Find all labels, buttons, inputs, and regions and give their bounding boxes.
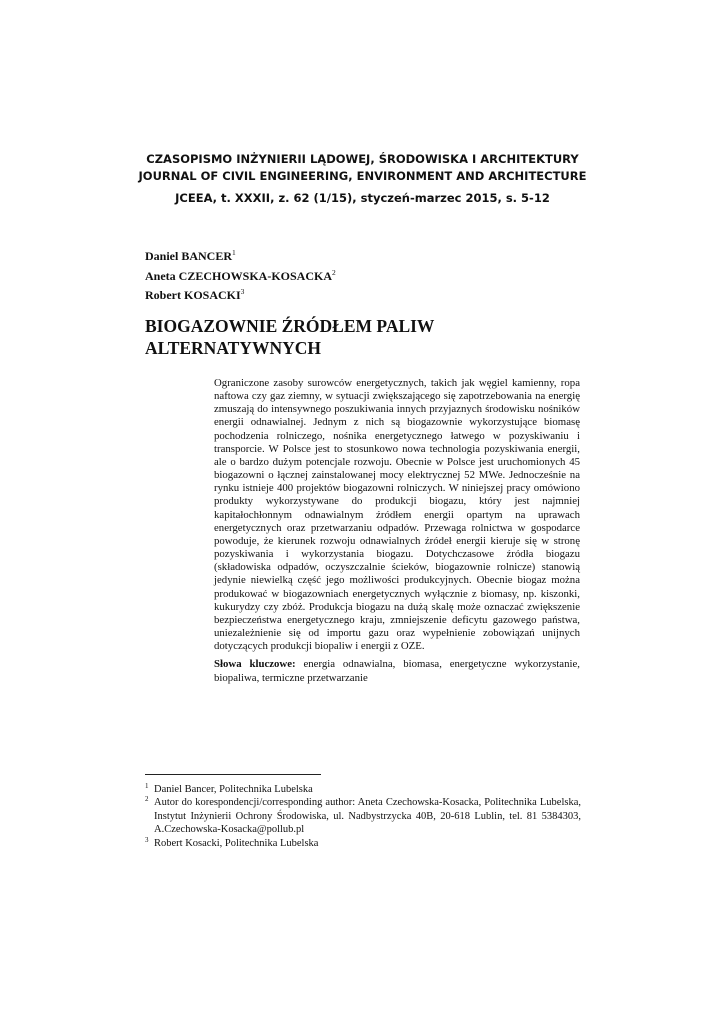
author-footnote-mark: 3 [240, 287, 245, 296]
author-footnote-mark: 1 [232, 248, 236, 257]
journal-citation: JCEEA, t. XXXII, z. 62 (1/15), styczeń-marzec 2015, s. 5-12 [175, 191, 550, 205]
paper-title: BIOGAZOWNIE ŹRÓDŁEM PALIW ALTERNATYWNYCH [145, 316, 435, 358]
footnote: 1 Daniel Bancer, Politechnika Lubelska [145, 782, 313, 795]
footnote-rule [145, 774, 321, 775]
footnotes [145, 783, 581, 850]
abstract: Ograniczone zasoby surowców energetycznych, takich jak węgiel kamienny, ropa naftowa czy gaz ziemny, w sytuacji zwiększającego się zapotrzebowania na energię zmuszają do intensywnego poszukiwania innych przyjaznych środowisku nośników energii odnawialnej. Jednym z nich są biogazownie wykorzystujące biomasę pochodzenia rolniczego, nośnika energetycznego łatwego w pozyskiwaniu i transporcie. W Polsce jest to stosunkowo nowa technologia pozyskiwania energii, ale o bardzo dużym potencjale rozwoju. Obecnie w Polsce jest uruchomionych 45 biogazowni o łącznej zainstalowanej mocy elektrycznej 52 MWe. Jednocześnie na rynku istnieje 400 projektów biogazowni rolniczych. W niniejszej pracy omówiono produkty wykorzystywane do produkcji biogazu, który jest najmniej kapitałochłonnym odnawialnym źródłem energii opartym na uprawach energetycznych oraz przetwarzaniu odpadów. Przewaga rolnictwa w gospodarce powoduje, że kierunek rozwoju odnawialnych źródeł energii kieruje się w stronę pozyskiwania i wykorzystania biogazu. Dotychczasowe źródła biogazu (składowiska odpadów, oczyszczalnie ścieków, biogazownie rolnicze) stanowią jedynie niewielką część jego możliwości produkcyjnych. Obecnie biogaz można produkować w biogazowniach energetycznych wyłącznie z biomasy, np. kiszonki, kukurydzy czy zbóż. Produkcja biogazu na dużą skalę może oznaczać zwiększenie bezpieczeństwa energetycznego kraju, zmniejszenie deficytu gazowego państwa, uniezależnienie się od importu gazu oraz wypełnienie zobowiązań unijnych dotyczących produkcji biopaliw i energii z OZE. [214, 377, 580, 653]
footnote-number: 1 [145, 782, 149, 790]
footnote: 2 Autor do korespondencji/corresponding author: Aneta Czechowska-Kosacka, Politechnika Lubelska, Instytut Inżynierii Ochrony Środowiska, ul. Nadbystrzycka 40B, 20-618 Lublin, tel. 81 5384303, A.Czechowska-Kosacka@pollub.pl [145, 795, 581, 836]
footnote-number: 2 [145, 795, 149, 804]
author-footnote-mark: 2 [332, 267, 336, 277]
footnote-number: 3 [145, 835, 149, 844]
author: Daniel BANCER$^1$ [145, 248, 236, 263]
author: Robert KOSACKI$^3$ [145, 287, 245, 302]
author: Aneta CZECHOWSKA-KOSACKA$^2$ [145, 267, 336, 283]
keywords [214, 658, 580, 685]
footnote: 3 Robert Kosacki, Politechnika Lubelska [145, 835, 319, 849]
journal-name-english: JOURNAL OF CIVIL ENGINEERING, ENVIRONMENT AND ARCHITECTURE [138, 169, 587, 183]
keywords-label: Słowa kluczowe: [214, 658, 296, 670]
author-list [145, 245, 336, 304]
journal-name-polish: CZASOPISMO INŻYNIERII LĄDOWEJ, ŚRODOWISKA I ARCHITEKTURY [146, 152, 579, 166]
keywords-text: energia odnawialna, biomasa, energetyczne wykorzystanie, biopaliwa, termiczne przetwarzanie [214, 658, 580, 684]
